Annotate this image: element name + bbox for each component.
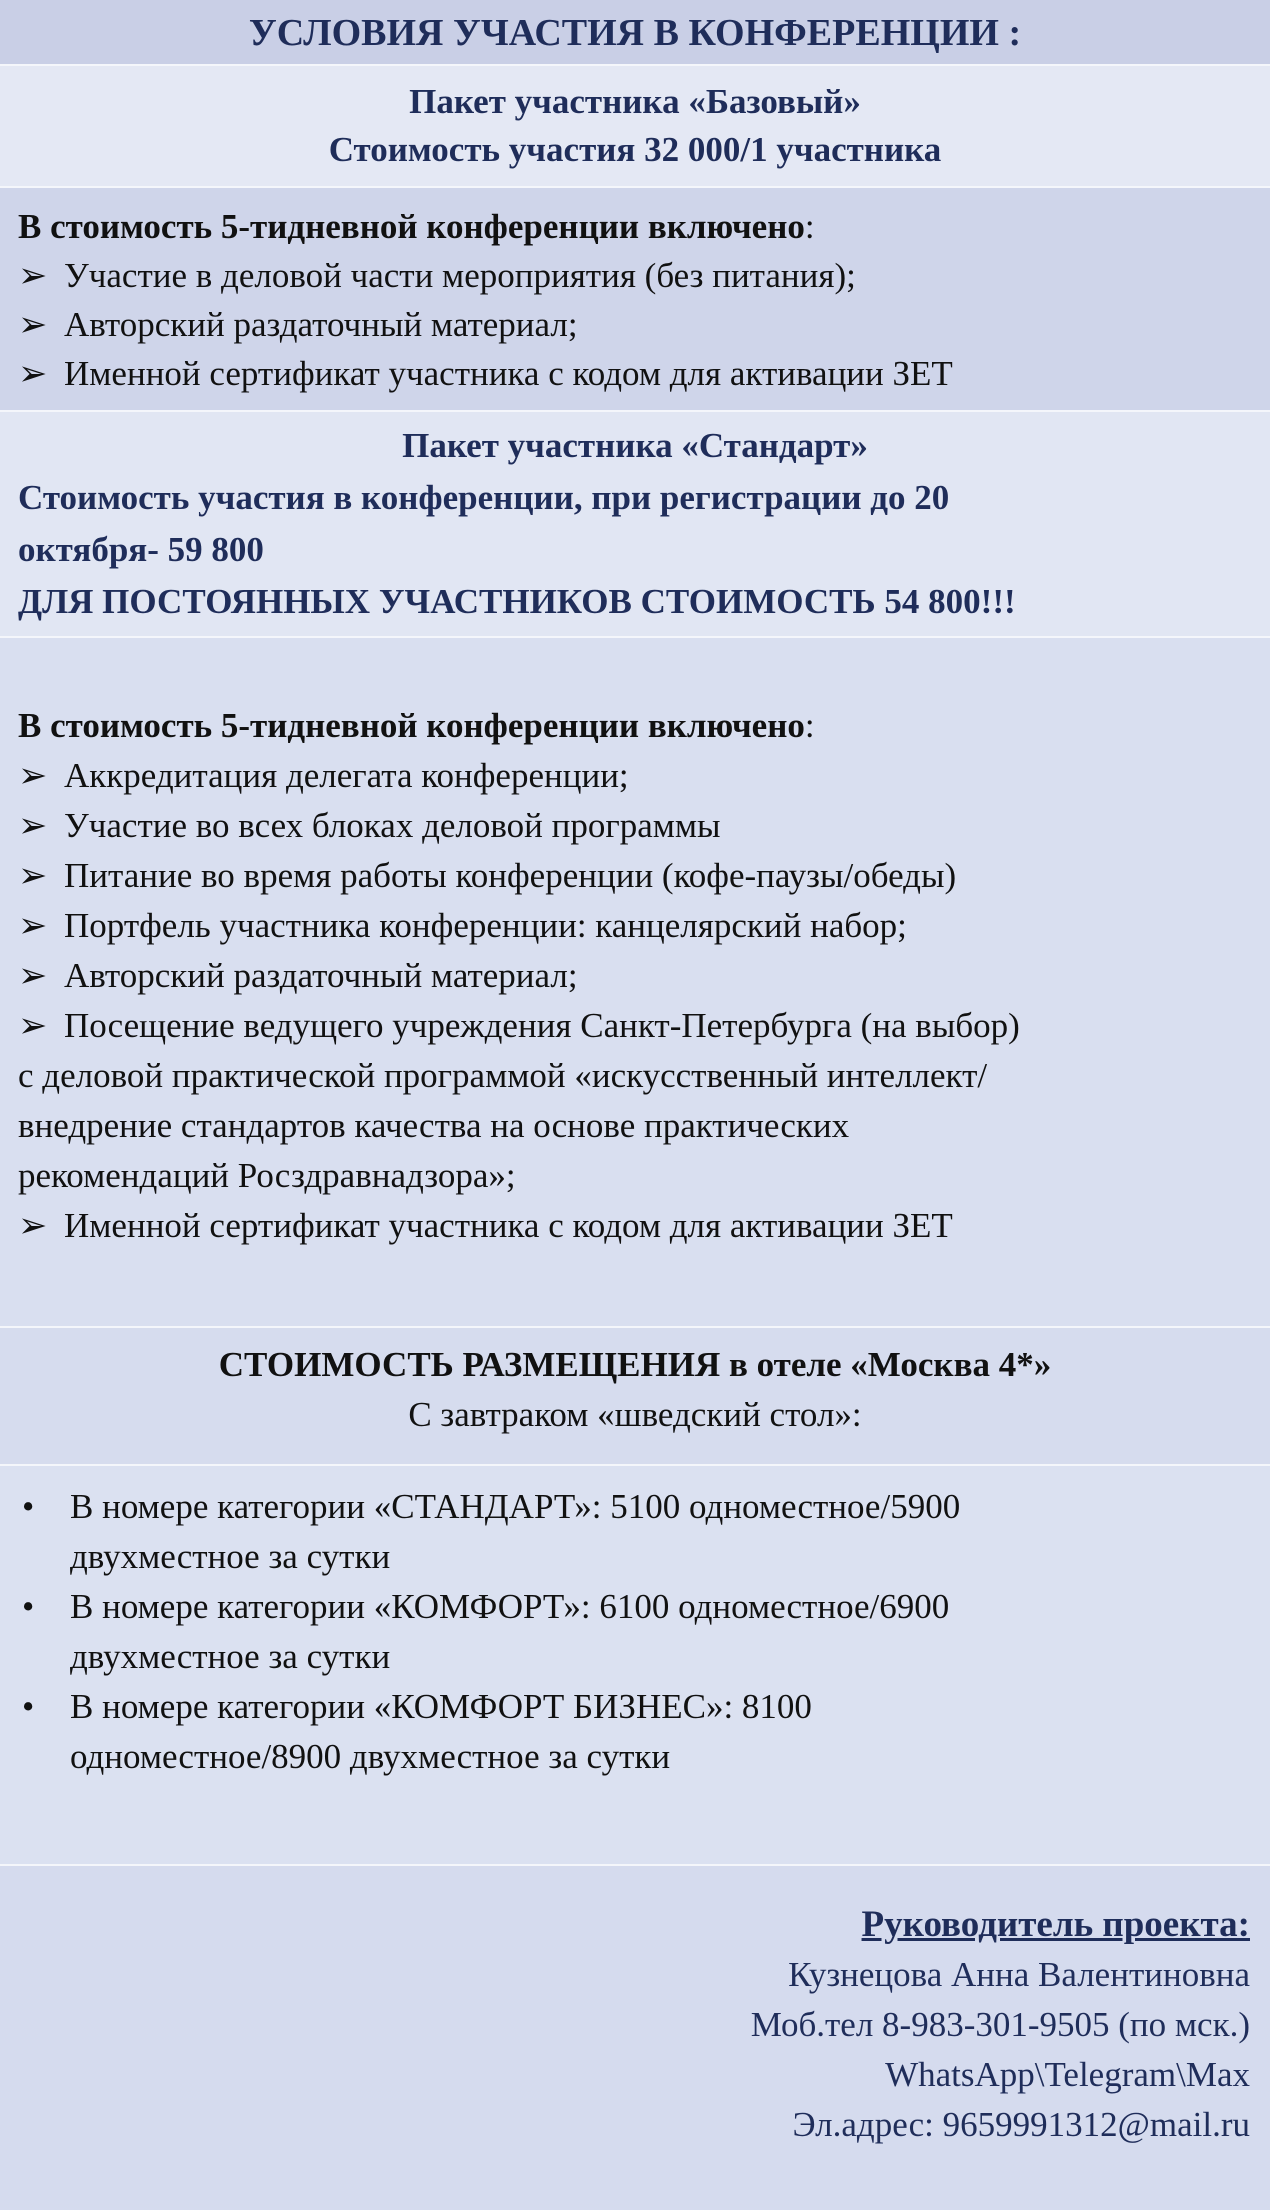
list-item: ➢ Авторский раздаточный материал; xyxy=(18,951,1270,1001)
hotel-header xyxy=(0,1328,1270,1466)
list-item: ➢ Портфель участника конференции: канцелярский набор; xyxy=(18,901,1270,951)
contact-email: Эл.адрес: 9659991312@mail.ru xyxy=(792,2105,1250,2144)
list-item-continuation: с деловой практической программой «искусственный интеллект/ xyxy=(18,1056,988,1095)
hotel-subheading: С завтраком «шведский стол»: xyxy=(408,1395,862,1434)
basic-includes-heading: В стоимость 5-тидневной конференции включено: xyxy=(18,207,815,246)
list-item: ➢ Участие в деловой части мероприятия (без питания); xyxy=(18,251,1270,300)
standard-package-price-line1: Стоимость участия в конференции, при регистрации до 20 xyxy=(18,478,950,517)
list-item: ➢ Питание во время работы конференции (кофе-паузы/обеды) xyxy=(18,851,1270,901)
arrow-bullet-icon: ➢ xyxy=(18,1206,48,1245)
list-item-continuation: внедрение стандартов качества на основе практических xyxy=(18,1106,850,1145)
project-contact xyxy=(0,1866,1270,2210)
list-item: • В номере категории «КОМФОРТ БИЗНЕС»: 8100 одноместное/8900 двухместное за сутки xyxy=(18,1682,1270,1782)
bullet-icon: • xyxy=(22,1587,35,1626)
standard-package-header xyxy=(0,412,1270,638)
bullet-icon: • xyxy=(22,1687,35,1726)
arrow-bullet-icon: ➢ xyxy=(18,1006,48,1045)
arrow-bullet-icon: ➢ xyxy=(18,756,48,795)
basic-package-includes xyxy=(0,188,1270,412)
arrow-bullet-icon: ➢ xyxy=(18,856,48,895)
contact-messengers: WhatsApp\Telegram\Max xyxy=(885,2055,1250,2094)
bullet-icon: • xyxy=(22,1487,35,1526)
contact-phone: Моб.тел 8-983-301-9505 (по мск.) xyxy=(750,2005,1250,2044)
hotel-room-list xyxy=(0,1466,1270,1866)
list-item: • В номере категории «СТАНДАРТ»: 5100 одноместное/5900 двухместное за сутки xyxy=(18,1482,1270,1582)
arrow-bullet-icon: ➢ xyxy=(18,305,48,344)
arrow-bullet-icon: ➢ xyxy=(18,806,48,845)
list-item: ➢ Посещение ведущего учреждения Санкт-Петербурга (на выбор) xyxy=(18,1001,1270,1051)
contact-name: Кузнецова Анна Валентиновна xyxy=(788,1955,1250,1994)
room-prices xyxy=(18,1482,1270,1782)
hotel-heading: СТОИМОСТЬ РАЗМЕЩЕНИЯ в отеле «Москва 4*» xyxy=(218,1345,1052,1384)
list-item: ➢ Участие во всех блоках деловой программы xyxy=(18,801,1270,851)
list-item: ➢ Авторский раздаточный материал; xyxy=(18,300,1270,349)
arrow-bullet-icon: ➢ xyxy=(18,256,48,295)
standard-package-includes xyxy=(0,638,1270,1328)
basic-package-name: Пакет участника «Базовый» xyxy=(409,82,861,121)
regular-participants-price: ДЛЯ ПОСТОЯННЫХ УЧАСТНИКОВ СТОИМОСТЬ 54 800!!! xyxy=(18,582,1016,621)
list-item: ➢ Именной сертификат участника с кодом для активации ЗЕТ xyxy=(18,1201,1270,1251)
page-title-text: УСЛОВИЯ УЧАСТИЯ В КОНФЕРЕНЦИИ : xyxy=(248,12,1022,54)
list-item: ➢ Аккредитация делегата конференции; xyxy=(18,751,1270,801)
arrow-bullet-icon: ➢ xyxy=(18,956,48,995)
standard-package-price-line2: октября- 59 800 xyxy=(18,530,264,569)
list-item: ➢ Именной сертификат участника с кодом для активации ЗЕТ xyxy=(18,349,1270,398)
list-item: • В номере категории «КОМФОРТ»: 6100 одноместное/6900 двухместное за сутки xyxy=(18,1582,1270,1682)
basic-package-price: Стоимость участия 32 000/1 участника xyxy=(328,130,942,169)
standard-package-name: Пакет участника «Стандарт» xyxy=(402,426,868,465)
page-title xyxy=(0,0,1270,66)
list-item-continuation: рекомендаций Росздравнадзора»; xyxy=(18,1156,516,1195)
contact-heading: Руководитель проекта: xyxy=(861,1904,1250,1945)
basic-package-header xyxy=(0,66,1270,188)
standard-includes-heading: В стоимость 5-тидневной конференции включено: xyxy=(18,706,815,745)
arrow-bullet-icon: ➢ xyxy=(18,906,48,945)
arrow-bullet-icon: ➢ xyxy=(18,354,48,393)
